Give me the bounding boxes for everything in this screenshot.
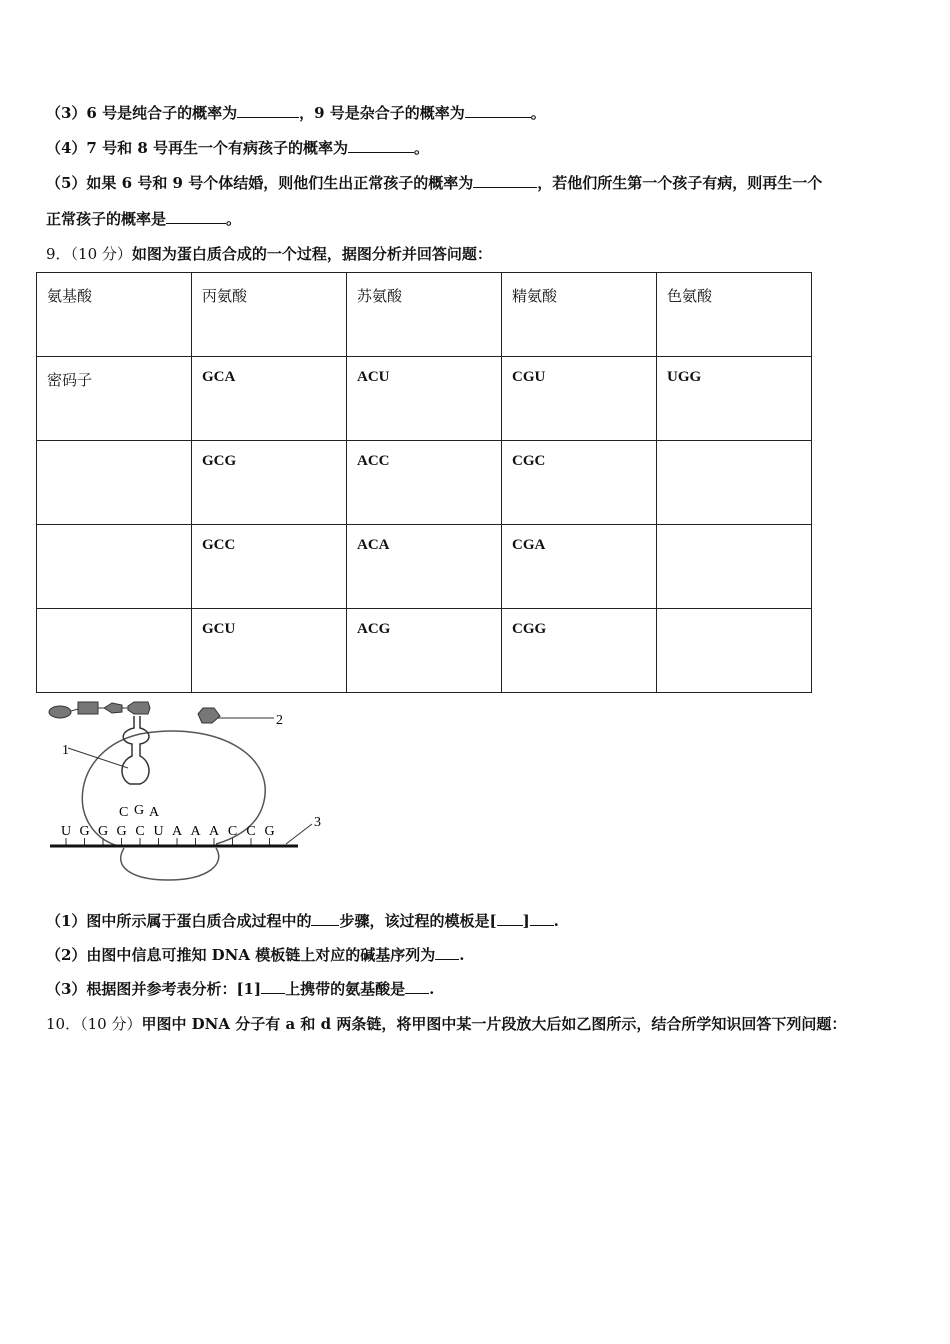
mrna-base: G [79, 824, 90, 839]
q9-sub2-text: （2）由图中信息可推知 DNA 模板链上对应的碱基序列为 [46, 946, 436, 964]
table-cell: 色氨酸 [657, 273, 812, 357]
label-3: 3 [314, 815, 321, 830]
q9-sub1-text-2: 步骤，该过程的模板是[ [339, 912, 497, 930]
table-cell: CGG [502, 609, 657, 693]
answer-blank [166, 209, 226, 224]
question-number: 9． [46, 245, 71, 263]
anticodon-base: G [134, 803, 145, 818]
table-cell: GCC [192, 525, 347, 609]
table-cell: 氨基酸 [37, 273, 192, 357]
label-1-leader [68, 748, 128, 768]
question-score: （10 分） [70, 245, 132, 263]
answer-blank [435, 945, 459, 960]
q8-part3-end: 。 [530, 104, 546, 122]
q10-stem [46, 1013, 846, 1034]
amino-acid-icon [104, 703, 122, 713]
anticodon-base: C [119, 805, 129, 820]
ribosome-small-subunit-icon [121, 848, 219, 880]
q8-part5-line2 [46, 208, 241, 229]
amino-acid-icon [49, 706, 71, 718]
q9-sub2-end: . [459, 946, 465, 964]
table-row [37, 357, 812, 441]
table-cell: GCU [192, 609, 347, 693]
answer-blank [261, 979, 285, 994]
mrna-base: U [60, 824, 72, 839]
table-cell: 丙氨酸 [192, 273, 347, 357]
table-row [37, 609, 812, 693]
label-1: 1 [62, 743, 69, 758]
answer-blank [311, 911, 339, 926]
q9-sub3-text: （3）根据图并参考表分析：[1] [46, 980, 262, 998]
question-stem: 甲图中 DNA 分子有 a 和 d 两条链，将甲图中某一片段放大后如乙图所示，结合所学知识回答下列问题： [141, 1015, 847, 1033]
question-stem: 如图为蛋白质合成的一个过程，据图分析并回答问题： [131, 245, 492, 263]
q8-part5-text: （5）如果 6 号和 9 号个体结婚，则他们生出正常孩子的概率为 [46, 174, 474, 192]
mrna-base: A [208, 824, 220, 839]
free-amino-acid-icon [198, 708, 220, 723]
q9-sub1 [46, 910, 559, 931]
table-cell: CGA [502, 525, 657, 609]
label-3-leader [286, 824, 312, 844]
mrna-base: A [171, 824, 183, 839]
table-cell: UGG [657, 357, 812, 441]
mrna-base: A [190, 824, 201, 839]
answer-blank [348, 138, 414, 153]
q8-part3 [46, 102, 546, 123]
q8-part4 [46, 137, 429, 158]
mrna-base: G [116, 824, 127, 839]
question-score: （10 分） [80, 1015, 142, 1033]
question-number: 10． [46, 1015, 81, 1033]
codon-table [36, 272, 812, 693]
table-cell: CGU [502, 357, 657, 441]
q9-sub2 [46, 944, 464, 965]
answer-blank [473, 173, 537, 188]
mrna-base: C [227, 824, 238, 839]
mrna-base: C [135, 824, 145, 839]
table-cell: 密码子 [37, 357, 192, 441]
q8-part5-text-3: 正常孩子的概率是 [46, 210, 167, 228]
anticodon-base: A [149, 805, 160, 820]
table-cell [37, 525, 192, 609]
answer-blank [405, 979, 429, 994]
translation-diagram [40, 698, 340, 888]
mrna-sequence [61, 824, 275, 845]
table-cell [37, 609, 192, 693]
q8-part5-line1 [46, 172, 822, 193]
trna-icon [122, 716, 149, 784]
q8-part5-text-2: ，若他们所生第一个孩子有病，则再生一个 [537, 174, 823, 192]
q9-sub3-text-2: 上携带的氨基酸是 [285, 980, 406, 998]
answer-blank [497, 911, 523, 926]
q9-sub1-bracket: ] [522, 912, 530, 930]
table-cell [37, 441, 192, 525]
table-cell: ACU [347, 357, 502, 441]
table-cell: ACG [347, 609, 502, 693]
q9-sub3-end: . [429, 980, 435, 998]
mrna-base: U [153, 824, 164, 839]
table-cell: 苏氨酸 [347, 273, 502, 357]
answer-blank [530, 911, 554, 926]
table-row [37, 525, 812, 609]
table-row [37, 441, 812, 525]
mrna-base: G [97, 824, 109, 839]
q8-part5-end: 。 [226, 210, 242, 228]
mrna-base: C [246, 824, 256, 839]
answer-blank [465, 103, 531, 118]
table-cell: 精氨酸 [502, 273, 657, 357]
peptide-bond-icon [71, 709, 78, 711]
table-cell: GCA [192, 357, 347, 441]
q8-part3-text-2: ，9 号是杂合子的概率为 [299, 104, 465, 122]
q9-sub1-text: （1）图中所示属于蛋白质合成过程中的 [46, 912, 312, 930]
q9-sub1-end: . [553, 912, 559, 930]
table-cell [657, 609, 812, 693]
q8-part3-text: （3）6 号是纯合子的概率为 [46, 104, 238, 122]
q8-part4-text: （4）7 号和 8 号再生一个有病孩子的概率为 [46, 139, 348, 157]
table-header-row [37, 273, 812, 357]
table-cell: CGC [502, 441, 657, 525]
amino-acid-icon [78, 702, 98, 714]
answer-blank [237, 103, 299, 118]
table-cell [657, 525, 812, 609]
q9-sub3 [46, 978, 434, 999]
mrna-base: G [264, 824, 275, 839]
table-cell: ACC [347, 441, 502, 525]
table-cell: ACA [347, 525, 502, 609]
amino-acid-icon [128, 702, 150, 714]
q8-part4-end: 。 [413, 139, 429, 157]
q9-stem [46, 243, 492, 264]
table-cell: GCG [192, 441, 347, 525]
table-cell [657, 441, 812, 525]
anticodon [119, 803, 160, 820]
label-2: 2 [276, 713, 283, 728]
